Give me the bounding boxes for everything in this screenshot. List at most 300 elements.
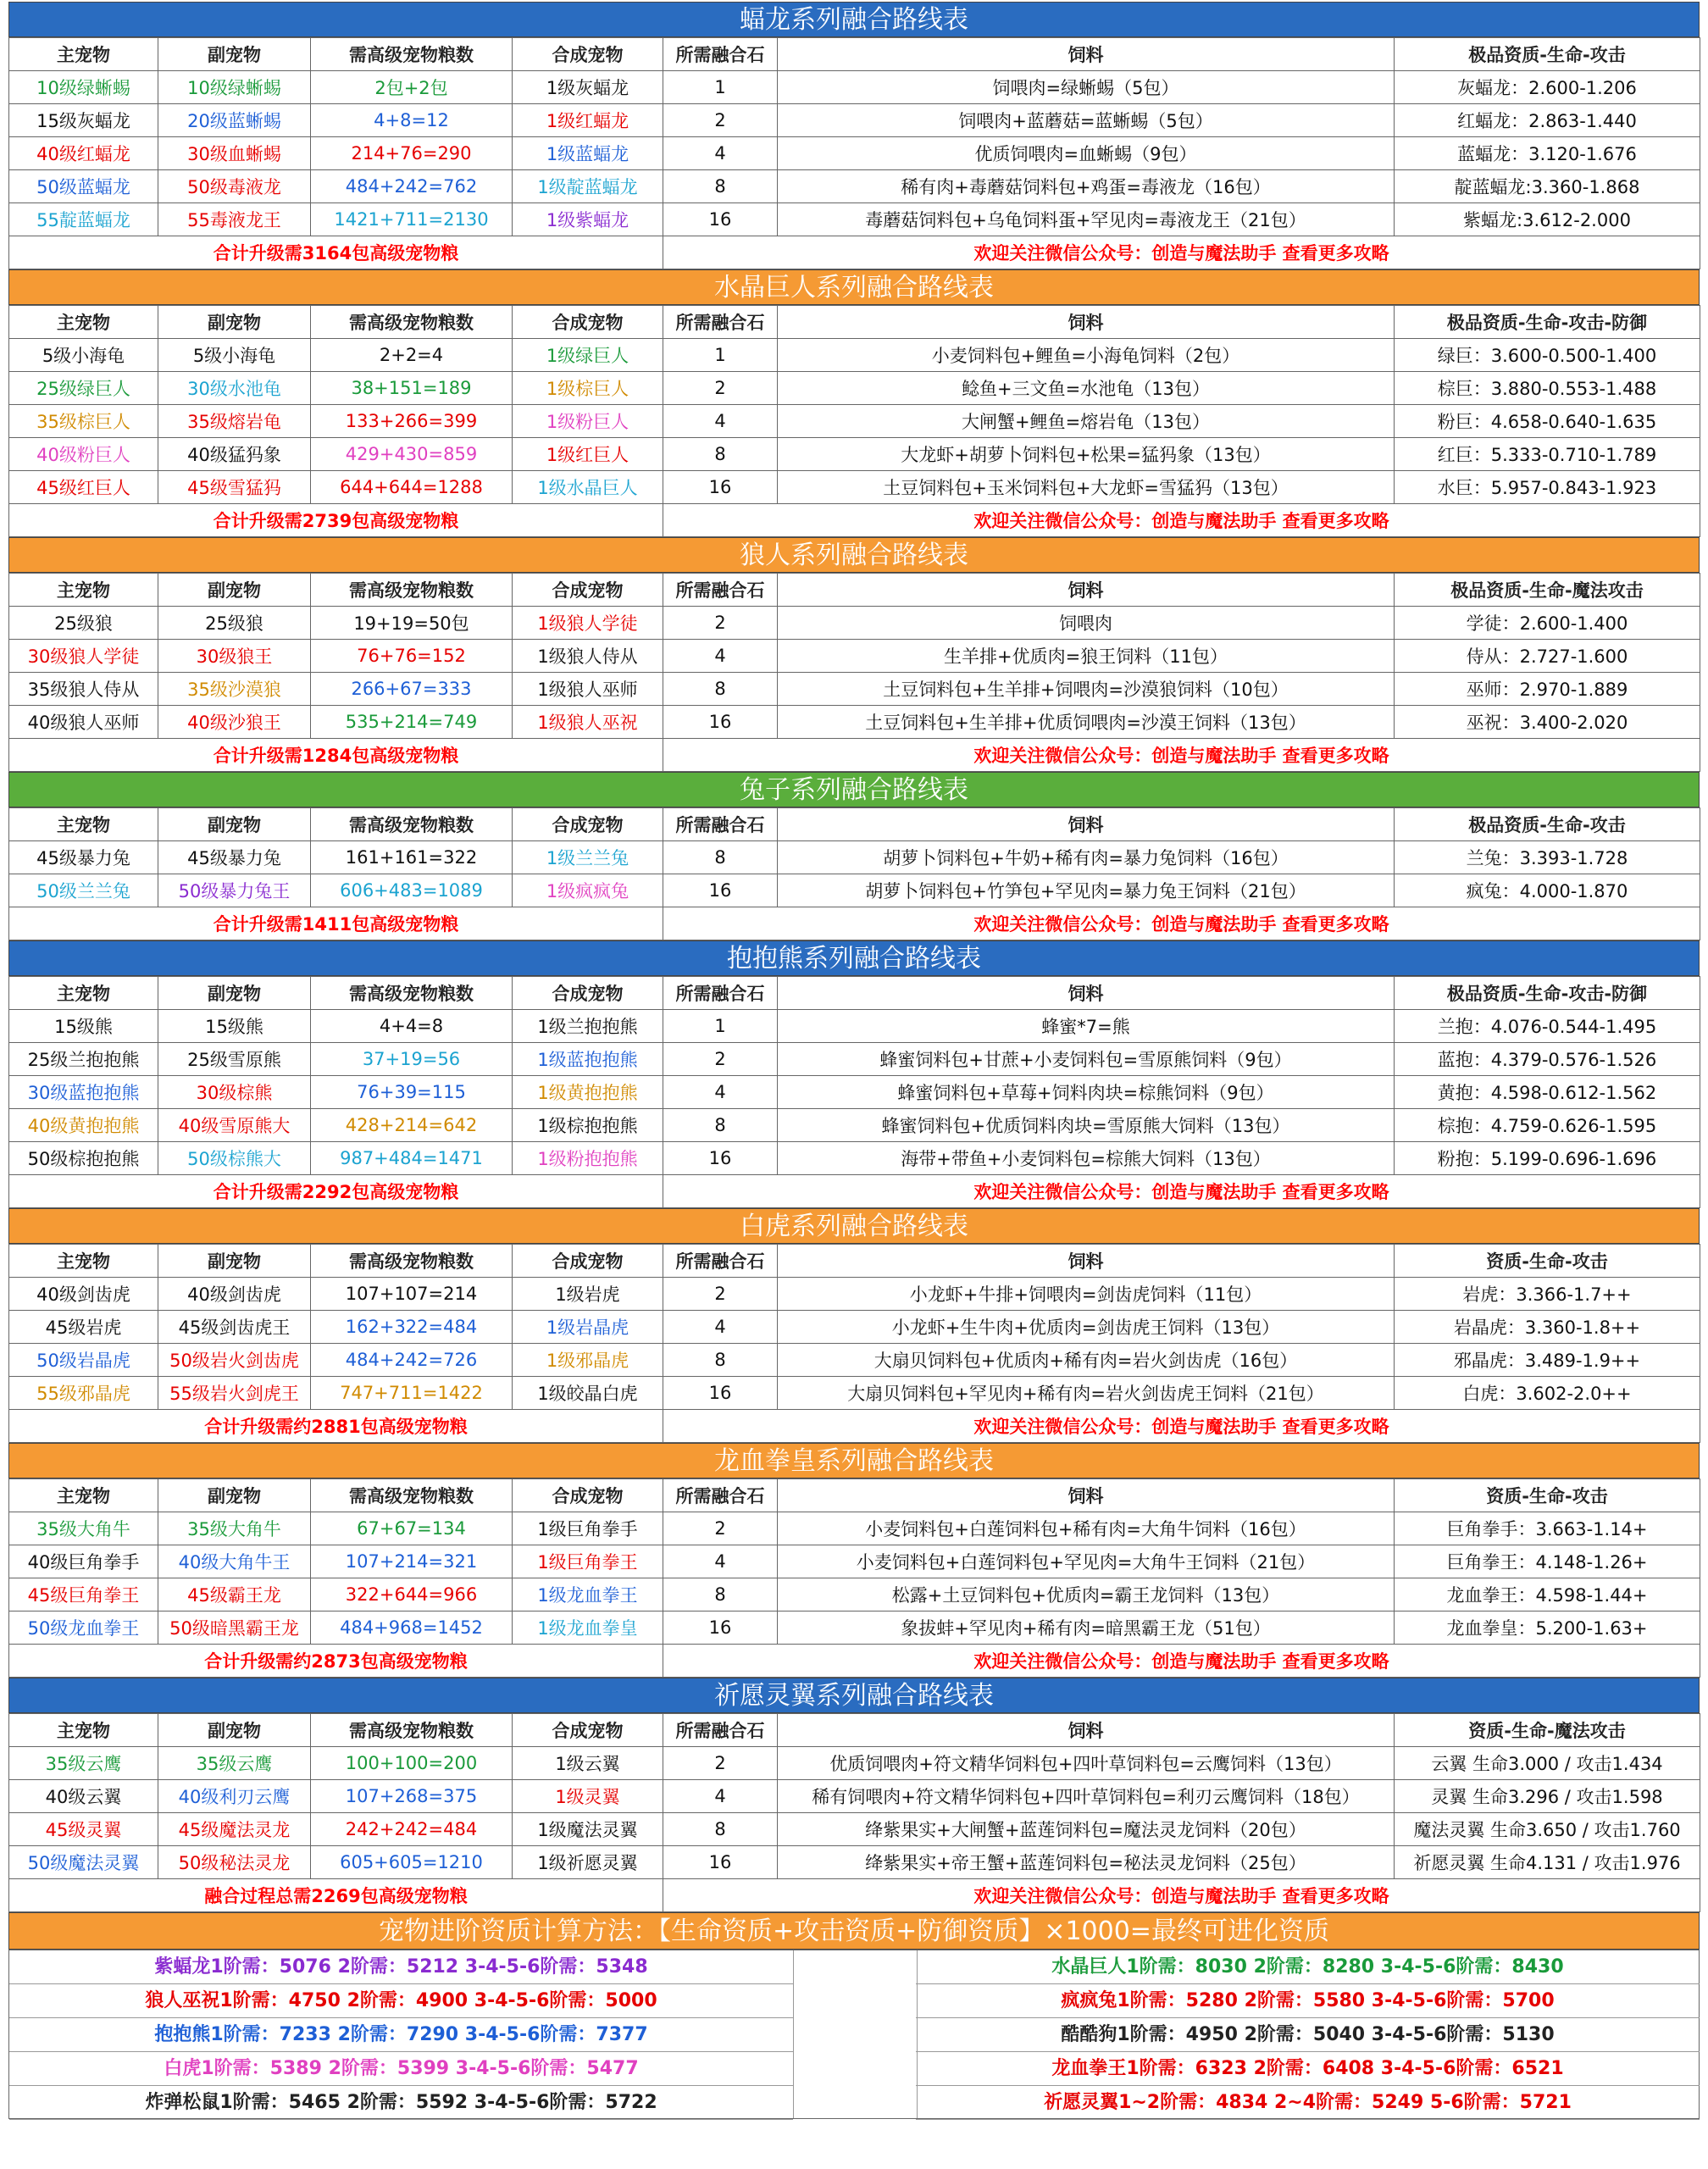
table-cell: 1级云翼 xyxy=(513,1747,663,1780)
table-cell: 161+161=322 xyxy=(311,841,513,874)
total-text: 合计升级需2739包高级宠物粮 xyxy=(9,504,663,537)
table-cell: 大扇贝饲料包+罕见肉+稀有肉=岩火剑齿虎王饲料（21包） xyxy=(778,1377,1395,1410)
table-cell: 1421+711=2130 xyxy=(311,203,513,236)
section-1 xyxy=(8,269,1700,537)
table-cell: 40级粉巨人 xyxy=(9,438,158,471)
table-row xyxy=(9,841,1700,874)
table-cell: 岩虎：3.366-1.7++ xyxy=(1395,1278,1700,1311)
table-cell: 2 xyxy=(663,1043,778,1076)
table-cell: 1 xyxy=(663,71,778,104)
table-cell: 55级邪晶虎 xyxy=(9,1377,158,1410)
total-row xyxy=(9,739,1700,772)
header-cell: 主宠物 xyxy=(9,1245,158,1278)
total-text: 合计升级需2292包高级宠物粮 xyxy=(9,1175,663,1208)
header-cell: 饲料 xyxy=(778,306,1395,339)
total-row xyxy=(9,1879,1700,1912)
table-cell: 40级大角牛王 xyxy=(158,1545,311,1578)
table-cell: 45级暴力兔 xyxy=(9,841,158,874)
header-row xyxy=(9,1245,1700,1278)
table-cell: 535+214=749 xyxy=(311,706,513,739)
table-cell: 龙血拳皇：5.200-1.63+ xyxy=(1395,1611,1700,1645)
header-cell: 所需融合石 xyxy=(663,38,778,71)
section-title: 水晶巨人系列融合路线表 xyxy=(8,269,1700,305)
header-cell: 合成宠物 xyxy=(513,1479,663,1512)
table-cell: 45级魔法灵龙 xyxy=(158,1813,311,1846)
header-cell: 资质-生命-攻击 xyxy=(1395,1245,1700,1278)
table-cell: 饲喂肉 xyxy=(778,607,1395,640)
table-cell: 1级狼人巫师 xyxy=(513,673,663,706)
section-3 xyxy=(8,772,1700,940)
header-cell: 饲料 xyxy=(778,1245,1395,1278)
table-cell: 胡萝卜饲料包+竹笋包+罕见肉=暴力兔王饲料（21包） xyxy=(778,874,1395,907)
table-cell: 红巨：5.333-0.710-1.789 xyxy=(1395,438,1700,471)
table-cell: 1级狼人学徒 xyxy=(513,607,663,640)
welcome-text: 欢迎关注微信公众号：创造与魔法助手 查看更多攻略 xyxy=(663,1645,1700,1678)
table-cell: 土豆饲料包+玉米饲料包+大龙虾=雪猛犸（13包） xyxy=(778,471,1395,504)
welcome-text: 欢迎关注微信公众号：创造与魔法助手 查看更多攻略 xyxy=(663,1175,1700,1208)
table-cell: 1级紫蝠龙 xyxy=(513,203,663,236)
table-cell: 2 xyxy=(663,1278,778,1311)
table-cell: 30级狼人学徒 xyxy=(9,640,158,673)
table-cell: 644+644=1288 xyxy=(311,471,513,504)
table-cell: 岩晶虎：3.360-1.8++ xyxy=(1395,1311,1700,1344)
table-cell: 16 xyxy=(663,1142,778,1175)
footer-col-right xyxy=(916,1950,1700,2120)
table-cell: 35级大角牛 xyxy=(158,1512,311,1545)
header-row xyxy=(9,38,1700,71)
table-cell: 4 xyxy=(663,640,778,673)
table-cell: 67+67=134 xyxy=(311,1512,513,1545)
table-row xyxy=(9,372,1700,405)
table-cell: 绛紫果实+大闸蟹+蓝莲饲料包=魔法灵龙饲料（20包） xyxy=(778,1813,1395,1846)
header-row xyxy=(9,808,1700,841)
table-row xyxy=(9,1578,1700,1611)
table-cell: 1级狼人侍从 xyxy=(513,640,663,673)
header-cell: 合成宠物 xyxy=(513,306,663,339)
table-cell: 20级蓝蜥蜴 xyxy=(158,104,311,137)
welcome-text: 欢迎关注微信公众号：创造与魔法助手 查看更多攻略 xyxy=(663,1410,1700,1443)
table-cell: 1级疯疯兔 xyxy=(513,874,663,907)
header-cell: 饲料 xyxy=(778,1714,1395,1747)
table-cell: 16 xyxy=(663,203,778,236)
total-text: 合计升级需1411包高级宠物粮 xyxy=(9,907,663,940)
table-cell: 55毒液龙王 xyxy=(158,203,311,236)
table-cell: 1级灵翼 xyxy=(513,1780,663,1813)
table-cell: 象拔蚌+罕见肉+稀有肉=暗黑霸王龙（51包） xyxy=(778,1611,1395,1645)
table-cell: 45级岩虎 xyxy=(9,1311,158,1344)
header-cell: 副宠物 xyxy=(158,1245,311,1278)
table-cell: 37+19=56 xyxy=(311,1043,513,1076)
table-cell: 25级狼 xyxy=(9,607,158,640)
header-cell: 需高级宠物粮数 xyxy=(311,38,513,71)
table-cell: 海带+带鱼+小麦饲料包=棕熊大饲料（13包） xyxy=(778,1142,1395,1175)
table-cell: 8 xyxy=(663,1813,778,1846)
table-cell: 8 xyxy=(663,1109,778,1142)
table-cell: 35级棕巨人 xyxy=(9,405,158,438)
table-cell: 45级灵翼 xyxy=(9,1813,158,1846)
table-cell: 8 xyxy=(663,1344,778,1377)
table-cell: 484+968=1452 xyxy=(311,1611,513,1645)
table-cell: 1级棕巨人 xyxy=(513,372,663,405)
header-cell: 极品资质-生命-攻击-防御 xyxy=(1395,977,1700,1010)
section-2 xyxy=(8,537,1700,772)
header-cell: 所需融合石 xyxy=(663,1479,778,1512)
table-cell: 50级棕抱抱熊 xyxy=(9,1142,158,1175)
header-cell: 主宠物 xyxy=(9,808,158,841)
footer-title: 宠物进阶资质计算方法：【生命资质+攻击资质+防御资质】×1000=最终可进化资质 xyxy=(8,1912,1700,1950)
table-cell: 饲喂肉=绿蜥蜴（5包） xyxy=(778,71,1395,104)
table-cell: 4 xyxy=(663,1545,778,1578)
welcome-text: 欢迎关注微信公众号：创造与魔法助手 查看更多攻略 xyxy=(663,236,1700,269)
footer-line: 紫蝠龙1阶需：5076 2阶需：5212 3-4-5-6阶需：5348 xyxy=(9,1950,793,1984)
table-cell: 45级巨角拳王 xyxy=(9,1578,158,1611)
total-row xyxy=(9,236,1700,269)
table-cell: 绛紫果实+帝王蟹+蓝莲饲料包=秘法灵龙饲料（25包） xyxy=(778,1846,1395,1879)
table-cell: 灵翼 生命3.296 / 攻击1.598 xyxy=(1395,1780,1700,1813)
header-cell: 极品资质-生命-魔法攻击 xyxy=(1395,574,1700,607)
table-cell: 1级巨角拳王 xyxy=(513,1545,663,1578)
table-cell: 133+266=399 xyxy=(311,405,513,438)
total-row xyxy=(9,1645,1700,1678)
table-cell: 100+100=200 xyxy=(311,1747,513,1780)
header-cell: 需高级宠物粮数 xyxy=(311,1479,513,1512)
header-cell: 需高级宠物粮数 xyxy=(311,1714,513,1747)
table-row xyxy=(9,137,1700,170)
total-text: 合计升级需1284包高级宠物粮 xyxy=(9,739,663,772)
table-cell: 胡萝卜饲料包+牛奶+稀有肉=暴力兔饲料（16包） xyxy=(778,841,1395,874)
table-cell: 大扇贝饲料包+优质肉+稀有肉=岩火剑齿虎（16包） xyxy=(778,1344,1395,1377)
header-cell: 副宠物 xyxy=(158,808,311,841)
header-cell: 主宠物 xyxy=(9,306,158,339)
section-title: 祈愿灵翼系列融合路线表 xyxy=(8,1678,1700,1713)
table-cell: 45级剑齿虎王 xyxy=(158,1311,311,1344)
header-cell: 合成宠物 xyxy=(513,1245,663,1278)
table-cell: 邪晶虎：3.489-1.9++ xyxy=(1395,1344,1700,1377)
section-title: 白虎系列融合路线表 xyxy=(8,1208,1700,1244)
header-cell: 资质-生命-魔法攻击 xyxy=(1395,1714,1700,1747)
table-cell: 1 xyxy=(663,1010,778,1043)
welcome-text: 欢迎关注微信公众号：创造与魔法助手 查看更多攻略 xyxy=(663,1879,1700,1912)
fusion-table xyxy=(8,1478,1700,1678)
table-row xyxy=(9,1611,1700,1645)
table-cell: 兰兔：3.393-1.728 xyxy=(1395,841,1700,874)
table-cell: 1 xyxy=(663,339,778,372)
table-cell: 松露+土豆饲料包+优质肉=霸王龙饲料（13包） xyxy=(778,1578,1395,1611)
welcome-text: 欢迎关注微信公众号：创造与魔法助手 查看更多攻略 xyxy=(663,739,1700,772)
table-cell: 76+76=152 xyxy=(311,640,513,673)
table-cell: 优质饲喂肉+符文精华饲料包+四叶草饲料包=云鹰饲料（13包） xyxy=(778,1747,1395,1780)
fusion-table xyxy=(8,37,1700,269)
table-cell: 1级兰兰兔 xyxy=(513,841,663,874)
table-cell: 1级黄抱抱熊 xyxy=(513,1076,663,1109)
header-cell: 所需融合石 xyxy=(663,977,778,1010)
table-cell: 鲶鱼+三文鱼=水池龟（13包） xyxy=(778,372,1395,405)
table-row xyxy=(9,640,1700,673)
table-cell: 4 xyxy=(663,1780,778,1813)
table-row xyxy=(9,607,1700,640)
table-cell: 蜂蜜饲料包+优质饲料肉块=雪原熊大饲料（13包） xyxy=(778,1109,1395,1142)
table-row xyxy=(9,1747,1700,1780)
table-cell: 25级绿巨人 xyxy=(9,372,158,405)
table-row xyxy=(9,1846,1700,1879)
header-cell: 极品资质-生命-攻击 xyxy=(1395,808,1700,841)
table-cell: 稀有饲喂肉+符文精华饲料包+四叶草饲料包=利刃云鹰饲料（18包） xyxy=(778,1780,1395,1813)
header-cell: 饲料 xyxy=(778,808,1395,841)
table-row xyxy=(9,71,1700,104)
header-cell: 副宠物 xyxy=(158,38,311,71)
table-cell: 8 xyxy=(663,1578,778,1611)
header-cell: 所需融合石 xyxy=(663,1245,778,1278)
table-cell: 50级毒液龙 xyxy=(158,170,311,203)
table-cell: 25级雪原熊 xyxy=(158,1043,311,1076)
table-cell: 19+19=50包 xyxy=(311,607,513,640)
total-text: 合计升级需约2881包高级宠物粮 xyxy=(9,1410,663,1443)
table-cell: 30级血蜥蜴 xyxy=(158,137,311,170)
table-row xyxy=(9,1142,1700,1175)
table-cell: 45级雪猛犸 xyxy=(158,471,311,504)
table-cell: 小麦饲料包+鲤鱼=小海龟饲料（2包） xyxy=(778,339,1395,372)
table-cell: 50级岩晶虎 xyxy=(9,1344,158,1377)
table-row xyxy=(9,339,1700,372)
table-cell: 大闸蟹+鲤鱼=熔岩龟（13包） xyxy=(778,405,1395,438)
table-cell: 1级蓝抱抱熊 xyxy=(513,1043,663,1076)
table-cell: 15级熊 xyxy=(9,1010,158,1043)
table-cell: 2 xyxy=(663,1512,778,1545)
table-row xyxy=(9,1109,1700,1142)
table-cell: 棕巨：3.880-0.553-1.488 xyxy=(1395,372,1700,405)
table-cell: 484+242=762 xyxy=(311,170,513,203)
table-cell: 小龙虾+牛排+饲喂肉=剑齿虎饲料（11包） xyxy=(778,1278,1395,1311)
header-cell: 所需融合石 xyxy=(663,1714,778,1747)
table-cell: 1级龙血拳皇 xyxy=(513,1611,663,1645)
table-row xyxy=(9,673,1700,706)
table-cell: 1级龙血拳王 xyxy=(513,1578,663,1611)
table-row xyxy=(9,471,1700,504)
fusion-table xyxy=(8,1244,1700,1443)
table-cell: 白虎：3.602-2.0++ xyxy=(1395,1377,1700,1410)
header-cell: 所需融合石 xyxy=(663,574,778,607)
table-cell: 35级大角牛 xyxy=(9,1512,158,1545)
table-cell: 50级暗黑霸王龙 xyxy=(158,1611,311,1645)
footer-line: 狼人巫祝1阶需：4750 2阶需：4900 3-4-5-6阶需：5000 xyxy=(9,1984,793,2018)
table-cell: 747+711=1422 xyxy=(311,1377,513,1410)
table-cell: 16 xyxy=(663,874,778,907)
table-row xyxy=(9,170,1700,203)
header-cell: 资质-生命-攻击 xyxy=(1395,1479,1700,1512)
table-cell: 生羊排+优质肉=狼王饲料（11包） xyxy=(778,640,1395,673)
table-cell: 50级岩火剑齿虎 xyxy=(158,1344,311,1377)
table-cell: 1级灰蝠龙 xyxy=(513,71,663,104)
table-cell: 大龙虾+胡萝卜饲料包+松果=猛犸象（13包） xyxy=(778,438,1395,471)
table-cell: 429+430=859 xyxy=(311,438,513,471)
table-cell: 兰抱：4.076-0.544-1.495 xyxy=(1395,1010,1700,1043)
table-cell: 428+214=642 xyxy=(311,1109,513,1142)
table-cell: 蓝抱：4.379-0.576-1.526 xyxy=(1395,1043,1700,1076)
table-cell: 粉抱：5.199-0.696-1.696 xyxy=(1395,1142,1700,1175)
header-cell: 合成宠物 xyxy=(513,977,663,1010)
header-cell: 需高级宠物粮数 xyxy=(311,977,513,1010)
fusion-table xyxy=(8,976,1700,1208)
table-row xyxy=(9,438,1700,471)
table-cell: 35级云鹰 xyxy=(9,1747,158,1780)
table-cell: 土豆饲料包+生羊排+饲喂肉=沙漠狼饲料（10包） xyxy=(778,673,1395,706)
table-row xyxy=(9,104,1700,137)
section-title: 狼人系列融合路线表 xyxy=(8,537,1700,573)
table-cell: 45级霸王龙 xyxy=(158,1578,311,1611)
table-cell: 疯兔：4.000-1.870 xyxy=(1395,874,1700,907)
header-row xyxy=(9,306,1700,339)
table-cell: 25级狼 xyxy=(158,607,311,640)
table-cell: 1级红蝠龙 xyxy=(513,104,663,137)
table-cell: 50级棕熊大 xyxy=(158,1142,311,1175)
table-cell: 红蝠龙：2.863-1.440 xyxy=(1395,104,1700,137)
table-row xyxy=(9,1545,1700,1578)
table-cell: 50级秘法灵龙 xyxy=(158,1846,311,1879)
table-cell: 40级云翼 xyxy=(9,1780,158,1813)
table-cell: 2 xyxy=(663,372,778,405)
header-cell: 需高级宠物粮数 xyxy=(311,1245,513,1278)
table-cell: 1级靛蓝蝠龙 xyxy=(513,170,663,203)
header-cell: 副宠物 xyxy=(158,1714,311,1747)
fusion-table xyxy=(8,1713,1700,1912)
table-cell: 4 xyxy=(663,1311,778,1344)
table-cell: 云翼 生命3.000 / 攻击1.434 xyxy=(1395,1747,1700,1780)
table-cell: 16 xyxy=(663,706,778,739)
table-row xyxy=(9,1076,1700,1109)
header-cell: 饲料 xyxy=(778,574,1395,607)
header-cell: 需高级宠物粮数 xyxy=(311,306,513,339)
table-cell: 4+8=12 xyxy=(311,104,513,137)
table-cell: 35级熔岩龟 xyxy=(158,405,311,438)
section-title: 龙血拳皇系列融合路线表 xyxy=(8,1443,1700,1478)
total-row xyxy=(9,1410,1700,1443)
header-row xyxy=(9,574,1700,607)
table-cell: 1级粉巨人 xyxy=(513,405,663,438)
header-cell: 所需融合石 xyxy=(663,306,778,339)
table-cell: 巫祝：3.400-2.020 xyxy=(1395,706,1700,739)
header-cell: 主宠物 xyxy=(9,1479,158,1512)
table-cell: 50级兰兰兔 xyxy=(9,874,158,907)
section-5 xyxy=(8,1208,1700,1443)
table-cell: 4+4=8 xyxy=(311,1010,513,1043)
table-cell: 1级岩虎 xyxy=(513,1278,663,1311)
table-cell: 1级邪晶虎 xyxy=(513,1344,663,1377)
section-title: 抱抱熊系列融合路线表 xyxy=(8,940,1700,976)
table-cell: 1级巨角拳手 xyxy=(513,1512,663,1545)
table-cell: 巨角拳王：4.148-1.26+ xyxy=(1395,1545,1700,1578)
table-cell: 322+644=966 xyxy=(311,1578,513,1611)
footer-line: 炸弹松鼠1阶需：5465 2阶需：5592 3-4-5-6阶需：5722 xyxy=(9,2086,793,2120)
table-cell: 8 xyxy=(663,841,778,874)
header-cell: 极品资质-生命-攻击 xyxy=(1395,38,1700,71)
table-cell: 1级魔法灵翼 xyxy=(513,1813,663,1846)
table-cell: 30级水池龟 xyxy=(158,372,311,405)
table-cell: 45级暴力兔 xyxy=(158,841,311,874)
table-cell: 靛蓝蝠龙:3.360-1.868 xyxy=(1395,170,1700,203)
table-cell: 40级利刃云鹰 xyxy=(158,1780,311,1813)
table-cell: 1级蓝蝠龙 xyxy=(513,137,663,170)
table-cell: 605+605=1210 xyxy=(311,1846,513,1879)
header-cell: 需高级宠物粮数 xyxy=(311,574,513,607)
total-row xyxy=(9,504,1700,537)
table-cell: 35级沙漠狼 xyxy=(158,673,311,706)
table-cell: 5级小海龟 xyxy=(158,339,311,372)
welcome-text: 欢迎关注微信公众号：创造与魔法助手 查看更多攻略 xyxy=(663,907,1700,940)
footer-line: 白虎1阶需：5389 2阶需：5399 3-4-5-6阶需：5477 xyxy=(9,2052,793,2086)
table-cell: 214+76=290 xyxy=(311,137,513,170)
footer-line: 水晶巨人1阶需：8030 2阶需：8280 3-4-5-6阶需：8430 xyxy=(916,1950,1700,1984)
table-cell: 蜂蜜*7=熊 xyxy=(778,1010,1395,1043)
table-row xyxy=(9,1311,1700,1344)
table-cell: 1级粉抱抱熊 xyxy=(513,1142,663,1175)
table-cell: 4 xyxy=(663,1076,778,1109)
table-cell: 1级狼人巫祝 xyxy=(513,706,663,739)
footer-line: 抱抱熊1阶需：7233 2阶需：7290 3-4-5-6阶需：7377 xyxy=(9,2018,793,2052)
table-cell: 祈愿灵翼 生命4.131 / 攻击1.976 xyxy=(1395,1846,1700,1879)
table-cell: 小麦饲料包+白莲饲料包+罕见肉=大角牛王饲料（21包） xyxy=(778,1545,1395,1578)
header-cell: 所需融合石 xyxy=(663,808,778,841)
table-cell: 毒蘑菇饲料包+乌龟饲料蛋+罕见肉=毒液龙王（21包） xyxy=(778,203,1395,236)
table-cell: 35级狼人侍从 xyxy=(9,673,158,706)
header-cell: 合成宠物 xyxy=(513,38,663,71)
table-cell: 40级雪原熊大 xyxy=(158,1109,311,1142)
table-cell: 55靛蓝蝠龙 xyxy=(9,203,158,236)
table-row xyxy=(9,1010,1700,1043)
table-cell: 1级岩晶虎 xyxy=(513,1311,663,1344)
table-cell: 10级绿蜥蜴 xyxy=(158,71,311,104)
table-cell: 小龙虾+生牛肉+优质肉=剑齿虎王饲料（13包） xyxy=(778,1311,1395,1344)
table-cell: 1级兰抱抱熊 xyxy=(513,1010,663,1043)
table-cell: 15级灰蝠龙 xyxy=(9,104,158,137)
footer-line: 祈愿灵翼1~2阶需：4834 2~4阶需：5249 5-6阶需：5721 xyxy=(916,2086,1700,2120)
section-7 xyxy=(8,1678,1700,1912)
header-cell: 需高级宠物粮数 xyxy=(311,808,513,841)
header-cell: 副宠物 xyxy=(158,977,311,1010)
table-cell: 16 xyxy=(663,1611,778,1645)
table-cell: 黄抱：4.598-0.612-1.562 xyxy=(1395,1076,1700,1109)
total-text: 融合过程总需2269包高级宠物粮 xyxy=(9,1879,663,1912)
section-6 xyxy=(8,1443,1700,1678)
table-row xyxy=(9,1512,1700,1545)
table-cell: 484+242=726 xyxy=(311,1344,513,1377)
table-cell: 棕抱：4.759-0.626-1.595 xyxy=(1395,1109,1700,1142)
table-cell: 50级暴力兔王 xyxy=(158,874,311,907)
section-title: 蝠龙系列融合路线表 xyxy=(8,2,1700,37)
total-row xyxy=(9,1175,1700,1208)
table-cell: 16 xyxy=(663,1846,778,1879)
table-cell: 1级绿巨人 xyxy=(513,339,663,372)
table-cell: 107+268=375 xyxy=(311,1780,513,1813)
header-row xyxy=(9,1714,1700,1747)
fusion-table xyxy=(8,807,1700,940)
header-cell: 合成宠物 xyxy=(513,1714,663,1747)
table-cell: 25级兰抱抱熊 xyxy=(9,1043,158,1076)
table-cell: 606+483=1089 xyxy=(311,874,513,907)
header-cell: 主宠物 xyxy=(9,38,158,71)
table-cell: 学徒：2.600-1.400 xyxy=(1395,607,1700,640)
header-cell: 副宠物 xyxy=(158,1479,311,1512)
table-row xyxy=(9,203,1700,236)
table-cell: 8 xyxy=(663,438,778,471)
header-row xyxy=(9,977,1700,1010)
table-row xyxy=(9,405,1700,438)
footer-line: 疯疯兔1阶需：5280 2阶需：5580 3-4-5-6阶需：5700 xyxy=(916,1984,1700,2018)
table-cell: 巨角拳手：3.663-1.14+ xyxy=(1395,1512,1700,1545)
table-cell: 50级龙血拳王 xyxy=(9,1611,158,1645)
table-cell: 40级沙狼王 xyxy=(158,706,311,739)
table-cell: 1级水晶巨人 xyxy=(513,471,663,504)
table-cell: 1级祈愿灵翼 xyxy=(513,1846,663,1879)
